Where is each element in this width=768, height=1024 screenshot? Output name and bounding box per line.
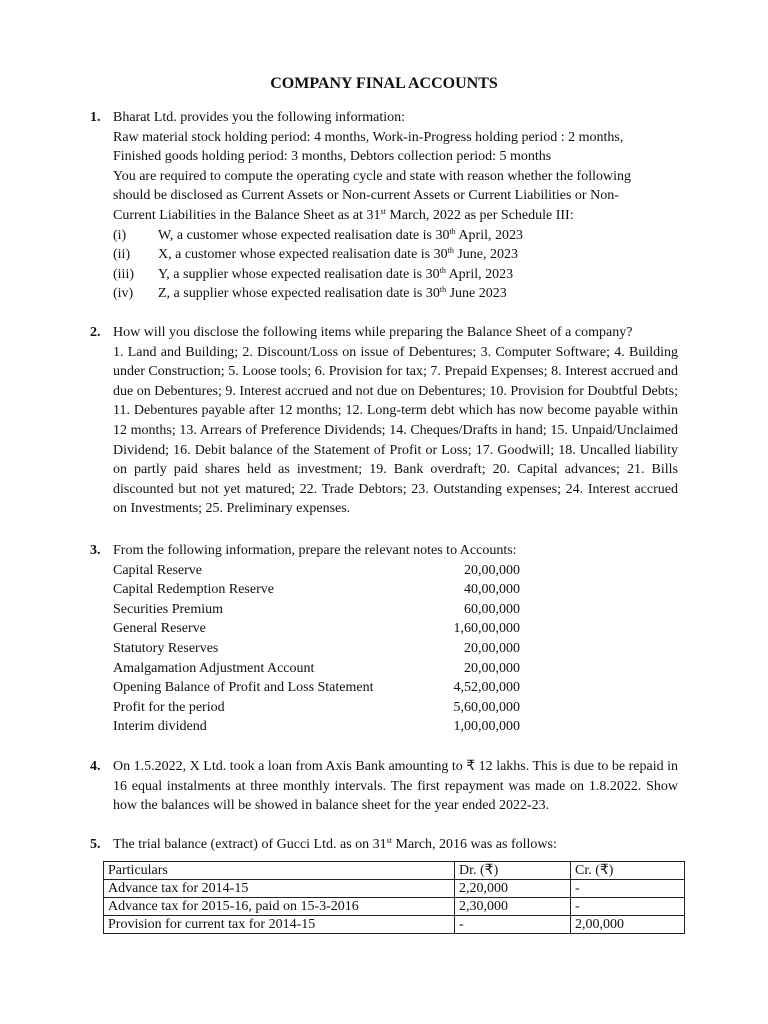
table-row — [104, 898, 685, 916]
question-text-line: You are required to compute the operating cycle and state with reason whether the following — [113, 168, 631, 184]
sub-item-text: X, a customer whose expected realisation date is 30th June, 2023 — [158, 246, 519, 263]
question-5 — [90, 835, 678, 855]
document-title: COMPANY FINAL ACCOUNTS — [270, 75, 498, 92]
account-row: Amalgamation Adjustment Account 20,00,000 — [113, 660, 520, 676]
header-cell: Particulars — [104, 862, 455, 880]
question-2 — [90, 323, 678, 519]
trial-balance-table — [103, 861, 685, 934]
table-cell: - — [571, 880, 685, 898]
sub-item — [113, 284, 678, 304]
question-text-line: Raw material stock holding period: 4 months, Work-in-Progress holding period : 2 months, — [113, 129, 624, 145]
question-text: On 1.5.2022, X Ltd. took a loan from Axis Bank amounting to ₹ 12 lakhs. This is due to be repaid in 16 equal instalments at three monthly intervals. The first repayment was made on 1.8.2022. Show how the balances will be showed in balance sheet for the year ended 2022-23. — [113, 759, 678, 814]
table-cell: Advance tax for 2015-16, paid on 15-3-2016 — [104, 898, 455, 916]
sub-item-text: Y, a supplier whose expected realisation date is 30th April, 2023 — [158, 265, 514, 282]
question-text-line: Finished goods holding period: 3 months, Debtors collection period: 5 months — [113, 149, 552, 165]
header-cell: Dr. (₹) — [455, 862, 571, 880]
account-row: General Reserve 1,60,00,000 — [113, 621, 520, 637]
account-row: Securities Premium 60,00,000 — [113, 601, 520, 617]
question-number: 2. — [90, 325, 101, 340]
question-number: 1. — [90, 110, 101, 125]
sub-item-text: W, a customer whose expected realisation date is 30th April, 2023 — [158, 226, 523, 243]
text: Current Liabilities in the Balance Sheet as at 31 — [113, 207, 381, 223]
table-cell: 2,00,000 — [571, 916, 685, 934]
question-text-line — [113, 206, 678, 226]
table-cell: 2,30,000 — [455, 898, 571, 916]
question-text-line: should be disclosed as Current Assets or Non-current Assets or Current Liabilities or Non- — [113, 188, 619, 204]
text: March, 2022 as per Schedule III: — [385, 207, 574, 223]
question-text-line: Bharat Ltd. provides you the following information: — [113, 110, 406, 125]
sub-item-label: (iii) — [113, 266, 134, 282]
account-row: Capital Reserve 20,00,000 — [113, 562, 520, 578]
items-paragraph: 1. Land and Building; 2. Discount/Loss on issue of Debentures; 3. Computer Software; 4. Building under Construction; 5. Loose tools; 6. Provision for tax; 7. Prepaid Expenses; 8. Interest accrued and due on Debentures; 9. Interest accrued and not due on Debentures; 10. Provision for Doubtful Debts; 11. Debentures payable after 12 months; 12. Long-term debt which has now become payable within 12 months; 13. Arrears of Preference Dividends; 14. Cheques/Drafts in hand; 15. Unpaid/Unclaimed Dividend; 16. Debit balance of the Statement of Profit or Loss; 17. Goodwill; 18. Uncalled liability on partly paid shares held as investment; 19. Bank overdraft; 20. Capital advances; 21. Bills discounted but not yet matured; 22. Trade Debtors; 23. Outstanding expenses; 24. Interest accrued on Investments; 25. Preliminary expenses. — [113, 344, 678, 517]
question-1 — [90, 108, 678, 304]
table-cell: 2,20,000 — [455, 880, 571, 898]
question-number: 3. — [90, 543, 101, 558]
table-header-row — [104, 862, 685, 880]
sub-item — [113, 245, 678, 265]
sub-item-label: (iv) — [113, 286, 134, 302]
table-cell: - — [455, 916, 571, 934]
account-row: Profit for the period 5,60,00,000 — [113, 699, 520, 715]
sub-item-label: (i) — [113, 227, 127, 243]
question-number: 4. — [90, 759, 101, 774]
superscript: st — [380, 206, 386, 216]
table-cell: - — [571, 898, 685, 916]
table-cell: Advance tax for 2014-15 — [104, 880, 455, 898]
table-row — [104, 916, 685, 934]
question-4 — [90, 757, 678, 816]
question-number: 5. — [90, 837, 101, 852]
question-text: The trial balance (extract) of Gucci Ltd. as on 31st March, 2016 was as follows: — [113, 836, 557, 852]
question-text: From the following information, prepare the relevant notes to Accounts: — [113, 543, 517, 558]
question-text: How will you disclose the following items while preparing the Balance Sheet of a company? — [113, 325, 633, 340]
sub-item — [113, 265, 678, 285]
account-row: Capital Redemption Reserve 40,00,000 — [113, 582, 520, 598]
question-3 — [90, 541, 678, 737]
sub-item-label: (ii) — [113, 247, 131, 263]
table-cell: Provision for current tax for 2014-15 — [104, 916, 455, 934]
account-row: Interim dividend 1,00,00,000 — [113, 719, 520, 735]
table-row — [104, 880, 685, 898]
account-row: Opening Balance of Profit and Loss Statement 4,52,00,000 — [113, 680, 520, 696]
sub-item-text: Z, a supplier whose expected realisation date is 30th June 2023 — [158, 285, 507, 302]
header-cell: Cr. (₹) — [571, 862, 685, 880]
account-row: Statutory Reserves 20,00,000 — [113, 640, 520, 656]
sub-item — [113, 226, 678, 246]
